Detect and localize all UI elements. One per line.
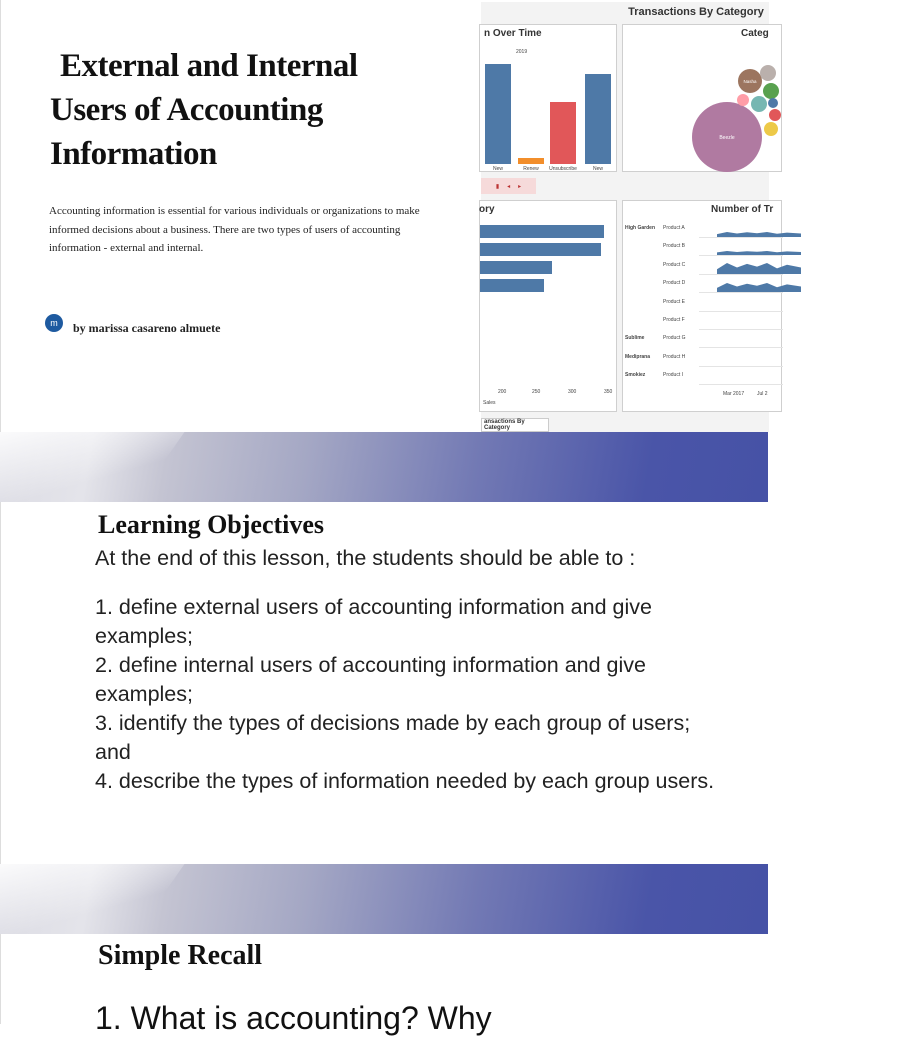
over-time-bar	[485, 64, 511, 164]
time-axis-tick: Jul 2	[757, 391, 768, 397]
sales-axis-tick: 350	[604, 389, 613, 395]
product-label: Product B	[663, 243, 685, 250]
bubble-small	[769, 109, 781, 121]
sales-axis-tick: 250	[532, 389, 541, 395]
bubble-small	[763, 83, 779, 99]
product-sparkline	[717, 278, 801, 292]
product-label: Product A	[663, 225, 685, 231]
category-sales-bar	[480, 261, 552, 274]
objective-item: 2. define internal users of accounting information and give examples;	[95, 653, 646, 706]
dashboard-screenshot	[479, 2, 774, 432]
bubble-small	[768, 98, 778, 108]
slide-description: Accounting information is essential for various individuals or organizations to make informed decisions about a business. There are two types of users of accounting information - external and internal.	[49, 205, 420, 254]
title-line-2: Users of Accounting	[50, 92, 323, 128]
panel-over-time	[479, 24, 617, 172]
prev-icon[interactable]: ◂	[507, 183, 511, 190]
slide-title-heading	[50, 44, 450, 176]
slide-learning-objectives	[0, 502, 768, 864]
objective-item: 1. define external users of accounting information and give examples;	[95, 595, 652, 648]
panel-over-time-title: n Over Time	[484, 28, 542, 39]
bubble-small	[760, 65, 776, 81]
simple-recall-heading: Simple Recall	[98, 940, 263, 971]
category-sales-bar	[480, 225, 604, 238]
category-sales-bar	[480, 279, 544, 292]
row-divider	[699, 347, 783, 348]
panel-over-time-year: 2019	[516, 49, 528, 55]
slide-separator	[0, 432, 768, 502]
bubble-nasha-label: Nasha	[743, 79, 757, 84]
sparkline-area	[717, 232, 801, 237]
playback-controls[interactable]	[481, 178, 536, 194]
learning-objectives-intro: At the end of this lesson, the students should be able to :	[95, 546, 636, 570]
row-divider	[699, 255, 783, 256]
product-sparkline	[717, 223, 801, 237]
next-icon[interactable]: ▸	[518, 183, 522, 190]
product-label: Product F	[663, 317, 685, 323]
title-line-1: External and Internal	[60, 48, 358, 84]
over-time-bar	[550, 102, 576, 164]
row-divider	[699, 329, 783, 330]
bubble-small	[737, 94, 749, 106]
over-time-bar-label: Renew	[523, 166, 539, 172]
sales-axis-tick: 300	[568, 389, 577, 395]
over-time-bar	[585, 74, 611, 164]
author-avatar: m	[45, 314, 63, 332]
product-label: Product C	[663, 261, 686, 268]
pause-icon[interactable]: ▮	[495, 183, 500, 190]
category-sales-bar	[480, 243, 601, 256]
panel-category-title: Categ	[741, 28, 769, 39]
product-sparkline	[717, 241, 801, 255]
bubble-chart	[623, 25, 783, 173]
product-label: Product D	[663, 280, 686, 287]
recall-question: 1. What is accounting? Why	[95, 1000, 492, 1036]
sales-axis-tick: 200	[498, 389, 507, 395]
dashboard-tab[interactable]: ansactions By Category	[481, 418, 549, 432]
title-line-3: Information	[50, 136, 217, 172]
over-time-bar	[518, 158, 544, 164]
dashboard-title: Transactions By Category	[628, 6, 764, 18]
row-divider	[699, 366, 783, 367]
panel-transactions-count	[622, 200, 782, 412]
bubble-small	[751, 96, 767, 112]
product-group-label: Smokiez	[625, 372, 646, 379]
bubble-small	[764, 122, 778, 136]
learning-objectives-list	[95, 593, 715, 796]
product-label: Product G	[663, 335, 686, 342]
author-name: by marissa casareno almuete	[73, 321, 221, 335]
sparkline-area	[717, 283, 801, 292]
panel-category-sales-title: ory	[479, 204, 495, 215]
product-group-label: Mediprana	[625, 353, 651, 360]
sparkline-area	[717, 251, 801, 255]
slide-simple-recall	[0, 934, 768, 1036]
product-group-label: Sublime	[625, 335, 645, 342]
over-time-bar-label: New	[492, 166, 503, 172]
sparkline-area	[717, 263, 801, 274]
objective-item: 3. identify the types of decisions made by each group of users; and	[95, 711, 691, 764]
row-divider	[699, 292, 783, 293]
panel-transactions-title: Number of Tr	[711, 204, 774, 215]
product-label: Product E	[663, 298, 685, 305]
slide-separator	[0, 864, 768, 934]
row-divider	[699, 384, 783, 385]
product-sparkline	[717, 260, 801, 274]
row-divider	[699, 311, 783, 312]
product-label: Product I	[663, 372, 684, 379]
over-time-bar-label: Unsubscribe	[549, 166, 577, 172]
row-divider	[699, 237, 783, 238]
bubble-beezle-label: Beezle	[719, 135, 735, 141]
product-label: Product H	[663, 353, 686, 360]
sales-axis-label: Sales	[483, 400, 496, 406]
row-divider	[699, 274, 783, 275]
panel-category-sales	[479, 200, 617, 412]
objective-item: 4. describe the types of information needed by each group users.	[95, 769, 715, 793]
learning-objectives-heading: Learning Objectives	[98, 510, 325, 539]
slide-title	[0, 0, 774, 432]
product-group-label: High Garden	[625, 225, 656, 231]
time-axis-tick: Mar 2017	[723, 391, 745, 397]
panel-category-bubbles	[622, 24, 782, 172]
over-time-bar-label: New	[592, 166, 603, 172]
